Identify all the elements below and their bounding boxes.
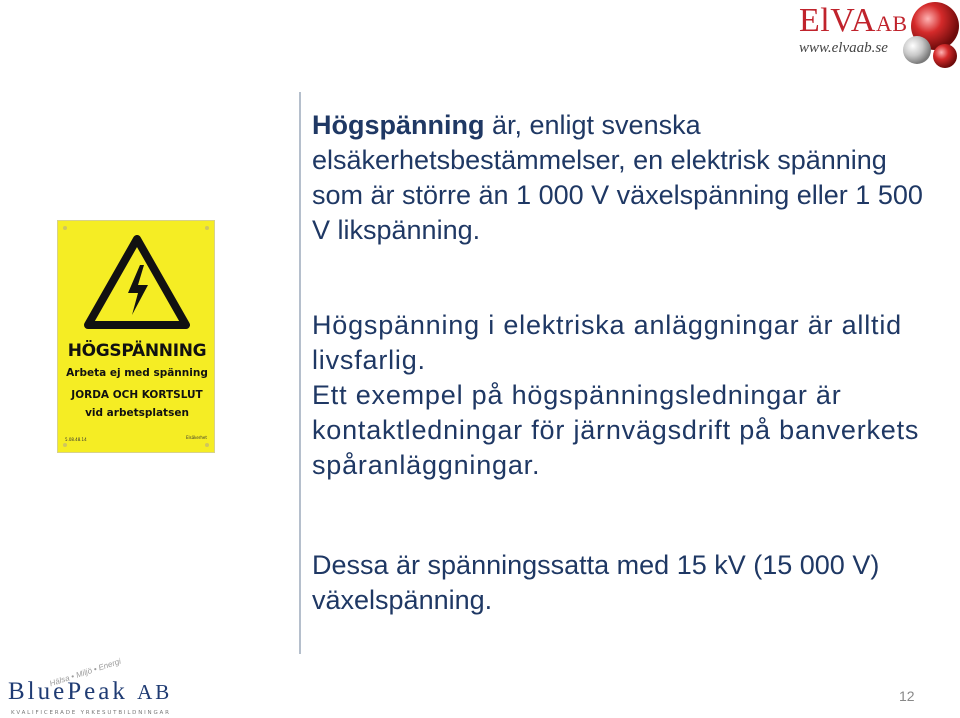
elva-logo (785, 0, 960, 70)
screw-icon (63, 226, 67, 230)
voltage-paragraph: Dessa är spänningssatta med 15 kV (15 000 V) växelspänning. (312, 550, 880, 615)
high-voltage-warning-icon (84, 235, 190, 331)
elva-logo-name: ElVAAB (799, 2, 908, 39)
bluepeak-arc-text: Hälsa • Miljö • Energi (48, 656, 123, 689)
sign-maker-mark: Elsäkerhet (186, 435, 207, 440)
danger-paragraph (312, 308, 942, 483)
bluepeak-name: BluePeak AB (8, 678, 173, 705)
definition-paragraph (312, 108, 942, 248)
definition-text: är, enligt svenska elsäkerhetsbestämmelser, en elektrisk spänning som är större än 1 000 V växelspänning eller 1 500 V likspänning. (312, 110, 923, 245)
sign-line-1: Arbeta ej med spänning (66, 367, 208, 379)
sign-line-3: vid arbetsplatsen (85, 407, 189, 419)
screw-icon (205, 443, 209, 447)
danger-statement: Högspänning i elektriska anläggningar är alltid livsfarlig. (312, 310, 902, 375)
sign-heading: HÖGSPÄNNING (67, 341, 207, 361)
screw-icon (63, 443, 67, 447)
example-statement: Ett exempel på högspänningsledningar är kontaktledningar för järnvägsdrift på banverkets spåranläggningar. (312, 380, 920, 480)
page-number: 12 (899, 688, 915, 704)
bluepeak-tagline: KVALIFICERADE YRKESUTBILDNINGAR (11, 710, 171, 716)
elva-spheres-icon (897, 0, 960, 70)
warning-sign (57, 220, 215, 453)
definition-term: Högspänning (312, 110, 485, 140)
sign-line-2: JORDA OCH KORTSLUT (71, 389, 203, 401)
screw-icon (205, 226, 209, 230)
elva-logo-url: www.elvaab.se (799, 40, 888, 56)
bluepeak-logo (8, 656, 178, 718)
sign-product-code: 5.08.48.14 (65, 437, 87, 442)
vertical-divider (299, 92, 301, 654)
